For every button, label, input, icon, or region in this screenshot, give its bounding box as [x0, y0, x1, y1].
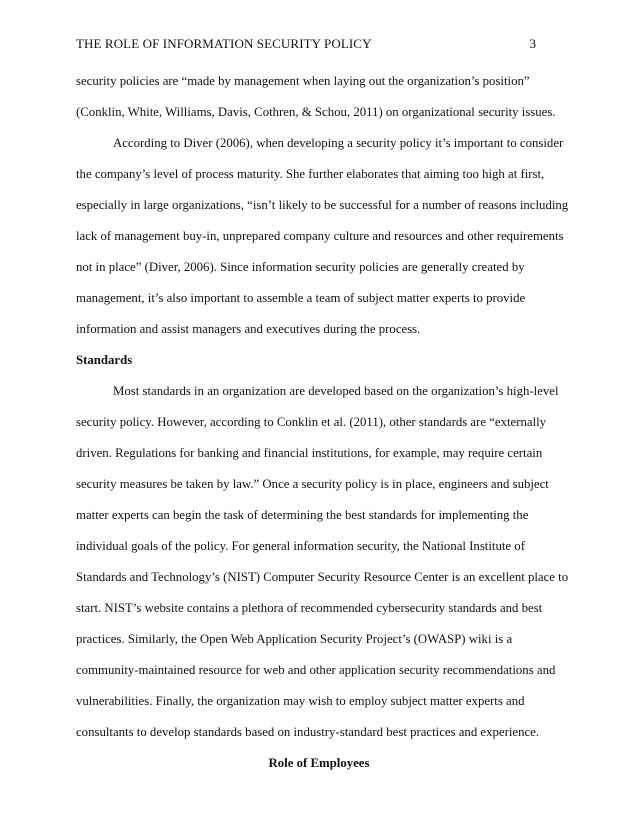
body-line: consultants to develop standards based on industry-standard best practices and experience. [76, 725, 540, 739]
body-line: not in place” (Diver, 2006). Since information security policies are generally created by [76, 260, 525, 274]
body-line: driven. Regulations for banking and financial institutions, for example, may require certain [76, 446, 543, 460]
body-line: (Conklin, White, Williams, Davis, Cothren, & Schou, 2011) on organizational security issues. [76, 105, 556, 119]
page-header [76, 36, 562, 56]
body-line: the company’s level of process maturity. She further elaborates that aiming too high at first, [76, 167, 545, 181]
body-line: practices. Similarly, the Open Web Application Security Project’s (OWASP) wiki is a [76, 632, 513, 646]
paragraph-first-line: Most standards in an organization are developed based on the organization’s high-level [113, 384, 559, 398]
running-head: THE ROLE OF INFORMATION SECURITY POLICY [76, 36, 372, 51]
body-line: matter experts can begin the task of determining the best standards for implementing the [76, 508, 529, 522]
body-line: individual goals of the policy. For general information security, the National Institute of [76, 539, 525, 553]
body-line: security measures be taken by law.” Once a security policy is in place, engineers and subject [76, 477, 549, 491]
body-line: community-maintained resource for web and other application security recommendations and [76, 663, 556, 677]
body-line: management, it’s also important to assemble a team of subject matter experts to provide [76, 291, 526, 305]
body-line: lack of management buy-in, unprepared company culture and resources and other requirements [76, 229, 564, 243]
section-heading-role-of-employees: Role of Employees [268, 756, 370, 770]
body-line: Standards and Technology’s (NIST) Computer Security Resource Center is an excellent place to [76, 570, 569, 584]
body-line: start. NIST’s website contains a plethora of recommended cybersecurity standards and best [76, 601, 543, 615]
body-line: especially in large organizations, “isn’t likely to be successful for a number of reasons including [76, 198, 569, 212]
body-line: information and assist managers and executives during the process. [76, 322, 421, 336]
page-number: 3 [529, 36, 536, 51]
body-line: security policies are “made by management when laying out the organization’s position” [76, 74, 530, 88]
body-line: security policy. However, according to Conklin et al. (2011), other standards are “externally [76, 415, 547, 429]
paragraph-first-line: According to Diver (2006), when developing a security policy it’s important to consider [113, 136, 564, 150]
body-line: vulnerabilities. Finally, the organization may wish to employ subject matter experts and [76, 694, 525, 708]
section-heading-standards: Standards [76, 353, 133, 367]
